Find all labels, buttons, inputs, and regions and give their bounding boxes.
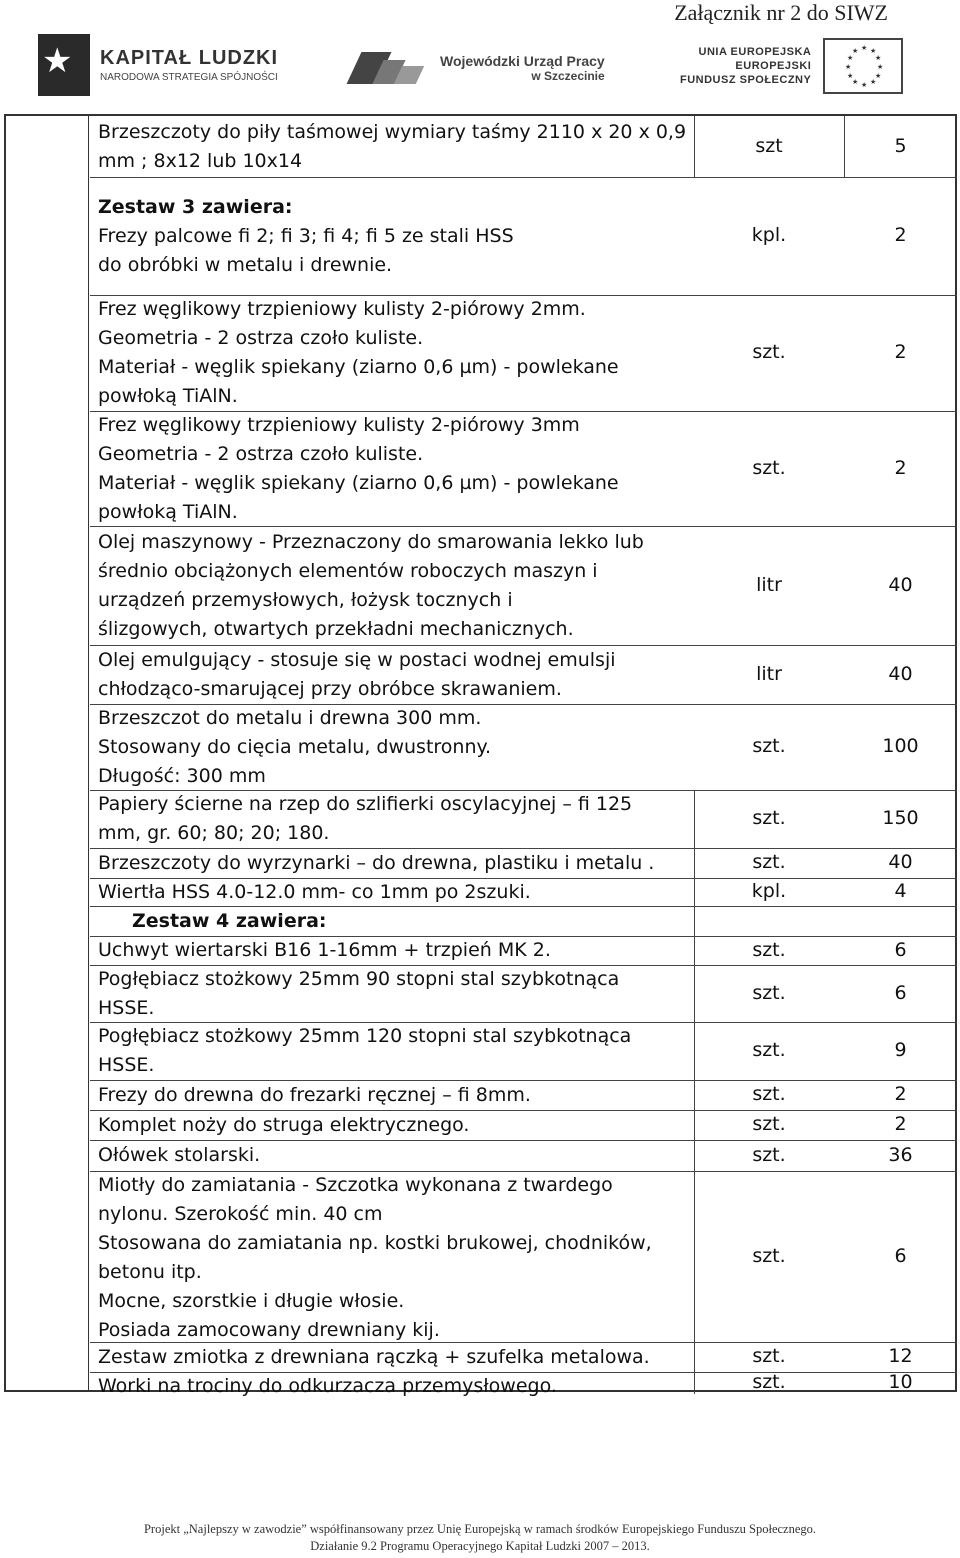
item-description	[98, 704, 693, 791]
svg-text:★: ★	[852, 78, 859, 86]
description-line: mm ; 8x12 lub 10x14	[98, 150, 303, 172]
description-line: Ołówek stolarski.	[98, 1144, 261, 1166]
item-unit: szt.	[752, 807, 786, 829]
wup-name: Wojewódzki Urząd Pracy	[440, 53, 605, 69]
description-line: Komplet noży do struga elektrycznego.	[98, 1114, 470, 1136]
svg-text:★: ★	[845, 63, 852, 71]
item-description	[98, 965, 693, 1023]
svg-text:★: ★	[847, 54, 854, 62]
item-quantity: 36	[888, 1144, 913, 1166]
description-line: Pogłębiacz stożkowy 25mm 90 stopni stal szybkotnąca	[98, 968, 620, 990]
description-line: Miotły do zamiatania - Szczotka wykonana z twardego	[98, 1174, 613, 1196]
item-description	[98, 295, 693, 411]
table-row	[90, 526, 957, 646]
item-quantity: 9	[894, 1039, 907, 1061]
description-line: Frezy do drewna do frezarki ręcznej – fi 8mm.	[98, 1084, 531, 1106]
item-quantity: 150	[882, 807, 919, 829]
svg-text:★: ★	[877, 63, 884, 71]
description-line: Brzeszczoty do piły taśmowej wymiary taśmy 2110 x 20 x 0,9	[98, 121, 687, 143]
description-line: Pogłębiacz stożkowy 25mm 120 stopni stal szybkotnąca	[98, 1025, 632, 1047]
table-row	[90, 1171, 957, 1343]
table-row	[90, 965, 957, 1023]
item-quantity: 6	[894, 939, 907, 961]
description-line: Zestaw zmiotka z drewniana rączką + szufelka metalowa.	[98, 1346, 650, 1368]
item-quantity: 2	[894, 224, 907, 246]
table-row	[90, 1110, 957, 1141]
eu-line-3: FUNDUSZ SPOŁECZNY	[680, 74, 812, 86]
kapital-ludzki-logo	[38, 34, 278, 96]
description-line: Brzeszczot do metalu i drewna 300 mm.	[98, 707, 482, 729]
description-line: HSSE.	[98, 997, 155, 1019]
description-line: Uchwyt wiertarski B16 1-16mm + trzpień MK 2.	[98, 939, 551, 961]
table-row	[90, 177, 957, 296]
item-unit: szt.	[752, 1371, 786, 1393]
description-line: Materiał - węglik spiekany (ziarno 0,6 µm) - powlekane	[98, 356, 619, 378]
footer-line-1: Projekt „Najlepszy w zawodzie” współfinansowany przez Unię Europejską w ramach środków Europejskiego Funduszu Społecznego.	[143, 1522, 817, 1536]
table-row	[90, 1080, 957, 1111]
item-quantity: 10	[888, 1371, 913, 1393]
description-line: Zestaw 3 zawiera:	[98, 196, 293, 218]
description-line: Olej maszynowy - Przeznaczony do smarowania lekko lub	[98, 531, 644, 553]
description-line: ślizgowych, otwartych przekładni mechanicznych.	[98, 618, 574, 640]
description-line: chłodząco-smarującej przy obróbce skrawaniem.	[98, 678, 562, 700]
description-line: Brzeszczoty do wyrzynarki – do drewna, plastiku i metalu .	[98, 852, 655, 874]
item-unit: szt.	[752, 735, 786, 757]
item-quantity: 40	[888, 574, 913, 596]
item-description	[98, 849, 693, 878]
item-unit: szt.	[752, 457, 786, 479]
item-unit: szt.	[752, 1039, 786, 1061]
item-description	[98, 790, 693, 848]
description-line: do obróbki w metalu i drewnie.	[98, 254, 393, 276]
item-description	[98, 1141, 693, 1170]
item-quantity: 4	[894, 880, 907, 902]
item-unit: szt.	[752, 341, 786, 363]
table-row	[90, 704, 957, 791]
table-row	[90, 295, 957, 412]
item-unit: szt.	[752, 939, 786, 961]
description-line: Długość: 300 mm	[98, 765, 266, 787]
description-line: powłoką TiAlN.	[98, 501, 238, 523]
description-line: Frezy palcowe fi 2; fi 3; fi 4; fi 5 ze stali HSS	[98, 225, 514, 247]
description-line: Zestaw 4 zawiera:	[132, 910, 327, 932]
item-unit: szt.	[752, 1113, 786, 1135]
description-line: Materiał - węglik spiekany (ziarno 0,6 µm) - powlekane	[98, 472, 619, 494]
item-unit: litr	[756, 574, 782, 596]
description-line: Posiada zamocowany drewniany kij.	[98, 1319, 440, 1341]
description-line: nylonu. Szerokość min. 40 cm	[98, 1203, 383, 1225]
description-line: Stosowany do cięcia metalu, dwustronny.	[98, 736, 492, 758]
item-description	[98, 193, 693, 280]
svg-text:★: ★	[861, 44, 868, 52]
item-description	[98, 118, 693, 176]
item-description	[98, 1111, 693, 1140]
item-description	[98, 878, 693, 907]
eu-line-2: EUROPEJSKI	[735, 60, 812, 72]
description-line: mm, gr. 60; 80; 20; 180.	[98, 822, 330, 844]
item-unit: kpl.	[751, 224, 787, 246]
description-line: Olej emulgujący - stosuje się w postaci wodnej emulsji	[98, 649, 616, 671]
item-quantity: 6	[894, 1245, 907, 1267]
description-line: Mocne, szorstkie i długie włosie.	[98, 1290, 405, 1312]
item-unit: szt.	[752, 1144, 786, 1166]
item-quantity: 2	[894, 457, 907, 479]
description-line: powłoką TiAlN.	[98, 385, 238, 407]
item-quantity: 5	[894, 135, 907, 157]
item-description	[98, 1022, 693, 1080]
eu-logo	[680, 38, 903, 94]
kapital-ludzki-emblem-icon: ★	[38, 34, 90, 96]
table-row	[90, 906, 957, 937]
table-row	[90, 116, 957, 178]
table-row	[90, 1140, 957, 1172]
svg-text:★: ★	[875, 54, 882, 62]
eu-flag-icon	[823, 38, 903, 94]
description-line: urządzeń przemysłowych, łożysk tocznych i	[98, 589, 513, 611]
wup-logo	[348, 46, 605, 90]
item-unit: szt.	[752, 1083, 786, 1105]
description-line: Wiertła HSS 4.0-12.0 mm- co 1mm po 2szuki.	[98, 881, 531, 903]
kapital-ludzki-subtitle: NARODOWA STRATEGIA SPÓJNOŚCI	[100, 72, 278, 83]
item-unit: kpl.	[751, 880, 787, 902]
description-line: betonu itp.	[98, 1261, 202, 1283]
item-unit: szt	[755, 135, 783, 157]
item-quantity: 2	[894, 1113, 907, 1135]
item-quantity: 40	[888, 663, 913, 685]
description-line: średnio obciążonych elementów roboczych maszyn i	[98, 560, 598, 582]
item-description	[98, 411, 693, 527]
item-quantity: 2	[894, 341, 907, 363]
description-line: Geometria - 2 ostrza czoło kuliste.	[98, 327, 424, 349]
item-quantity: 40	[888, 851, 913, 873]
table-row	[90, 645, 957, 705]
eu-line-1: UNIA EUROPEJSKA	[698, 46, 812, 58]
item-unit: szt.	[752, 1345, 786, 1367]
description-line: Stosowana do zamiatania np. kostki brukowej, chodników,	[98, 1232, 652, 1254]
item-quantity: 12	[888, 1345, 913, 1367]
item-description	[98, 907, 693, 936]
description-line: Geometria - 2 ostrza czoło kuliste.	[98, 443, 424, 465]
item-quantity: 2	[894, 1083, 907, 1105]
item-description	[98, 1171, 693, 1345]
svg-text:★: ★	[875, 72, 882, 80]
kapital-ludzki-name: KAPITAŁ LUDZKI	[100, 47, 279, 69]
item-description	[98, 646, 693, 704]
item-unit: szt.	[752, 851, 786, 873]
table-row	[90, 411, 957, 527]
item-description	[98, 1081, 693, 1110]
table-row	[90, 1342, 957, 1373]
description-line: Papiery ścierne na rzep do szlifierki oscylacyjnej – fi 125	[98, 793, 633, 815]
table-row	[90, 848, 957, 879]
svg-text:★: ★	[852, 47, 859, 55]
wup-subtitle: w Szczecinie	[531, 69, 605, 83]
item-description	[98, 936, 693, 965]
item-description	[98, 1343, 693, 1372]
item-unit: litr	[756, 663, 782, 685]
items-table	[4, 114, 957, 1397]
svg-text:★: ★	[861, 81, 868, 89]
table-row	[90, 878, 957, 907]
description-line: Worki na trociny do odkurzacza przemysłowego.	[98, 1375, 557, 1397]
item-unit: szt.	[752, 982, 786, 1004]
description-line: Frez węglikowy trzpieniowy kulisty 2-piórowy 2mm.	[98, 298, 586, 320]
description-line: HSSE.	[98, 1054, 155, 1076]
svg-text:★: ★	[870, 78, 877, 86]
item-unit: szt.	[752, 1245, 786, 1267]
description-line: Frez węglikowy trzpieniowy kulisty 2-piórowy 3mm	[98, 414, 580, 436]
svg-text:★: ★	[870, 47, 877, 55]
table-row	[90, 1371, 957, 1397]
item-description	[98, 1372, 693, 1401]
wup-emblem-icon	[348, 46, 430, 90]
item-description	[98, 528, 693, 644]
item-quantity: 100	[882, 735, 919, 757]
item-quantity: 6	[894, 982, 907, 1004]
table-row	[90, 790, 957, 849]
footer-line-2: Działanie 9.2 Programu Operacyjnego Kapitał Ludzki 2007 – 2013.	[310, 1539, 650, 1553]
table-row	[90, 936, 957, 966]
annex-label: Załącznik nr 2 do SIWZ	[674, 0, 888, 25]
table-row	[90, 1022, 957, 1081]
svg-text:★: ★	[847, 72, 854, 80]
logo-bar	[0, 28, 960, 108]
